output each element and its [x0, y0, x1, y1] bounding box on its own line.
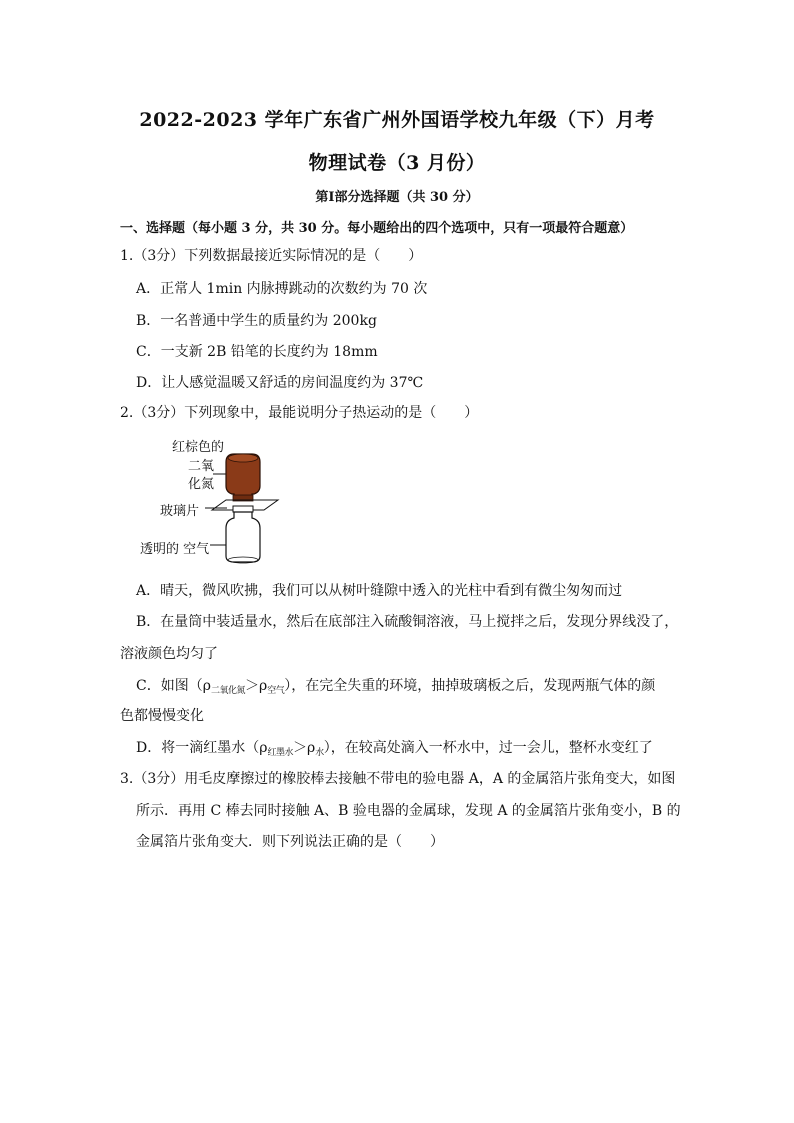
option-d-suffix: ），在较高处滴入一杯水中，过一会儿，整杯水变红了	[323, 740, 653, 756]
question-2-option-d	[136, 738, 653, 760]
gas-diffusion-figure	[200, 448, 290, 570]
option-c-subscript-no2: 二氧化氮	[210, 686, 245, 696]
option-d-subscript-ink: 红墨水	[267, 748, 293, 758]
option-d-subscript-water: 水	[315, 748, 324, 758]
paper-title-line2: 物理试卷（3 月份）	[308, 152, 486, 174]
figure-label-gas-line3: 化氮	[188, 477, 215, 492]
question-2-option-b-line1: B．在量筒中装适量水，然后在底部注入硫酸铜溶液，马上搅拌之后，发现分界线没了，	[136, 614, 679, 630]
figure-label-gas-line2: 二氧	[188, 459, 215, 474]
option-d-prefix: D．将一滴红墨水（ρ	[136, 740, 268, 756]
question-1-stem: 1.（3分）下列数据最接近实际情况的是（ ）	[120, 248, 423, 264]
nitrogen-dioxide-bottle	[226, 454, 260, 501]
question-2-option-b-line2: 溶液颜色均匀了	[120, 646, 218, 662]
question-2-stem: 2.（3分）下列现象中，最能说明分子热运动的是（ ）	[120, 405, 479, 421]
section-heading: 第Ⅰ部分选择题（共 30 分）	[315, 190, 479, 205]
question-1-option-a: A．正常人 1min 内脉搏跳动的次数约为 70 次	[136, 281, 428, 297]
part-heading: 一、选择题（每小题 3 分，共 30 分。每小题给出的四个选项中，只有一项最符合题意）	[120, 221, 634, 236]
figure-label-gas-line1: 红棕色的	[172, 440, 225, 455]
option-d-mid: ＞ρ	[292, 740, 316, 756]
question-3-stem-line3: 金属箔片张角变大．则下列说法正确的是（ ）	[136, 834, 444, 850]
option-c-prefix: C．如图（ρ	[136, 678, 211, 694]
option-c-subscript-air: 空气	[267, 686, 285, 696]
paper-title-line1: 2022-2023 学年广东省广州外国语学校九年级（下）月考	[139, 109, 655, 131]
air-bottle	[226, 506, 260, 563]
question-1-option-c: C．一支新 2B 铅笔的长度约为 18mm	[136, 344, 378, 360]
question-1-option-d: D．让人感觉温暖又舒适的房间温度约为 37℃	[136, 375, 424, 391]
question-2-option-a: A．晴天，微风吹拂，我们可以从树叶缝隙中透入的光柱中看到有微尘匆匆而过	[136, 583, 623, 599]
question-1-option-b: B．一名普通中学生的质量约为 200kg	[136, 313, 377, 329]
figure-label-air: 透明的 空气	[140, 542, 210, 557]
option-c-suffix: ），在完全失重的环境，抽掉玻璃板之后，发现两瓶气体的颜	[284, 678, 656, 694]
question-2-option-c-line1	[136, 676, 655, 698]
figure-label-glass: 玻璃片	[160, 504, 200, 519]
question-2-option-c-line2: 色都慢慢变化	[120, 708, 204, 724]
option-c-mid: ＞ρ	[244, 678, 268, 694]
question-3-stem-line2: 所示．再用 C 棒去同时接触 A、B 验电器的金属球，发现 A 的金属箔片张角变小，B 的	[136, 803, 681, 819]
question-3-stem-line1: 3.（3分）用毛皮摩擦过的橡胶棒去接触不带电的验电器 A，A 的金属箔片张角变大，如图	[120, 771, 676, 787]
